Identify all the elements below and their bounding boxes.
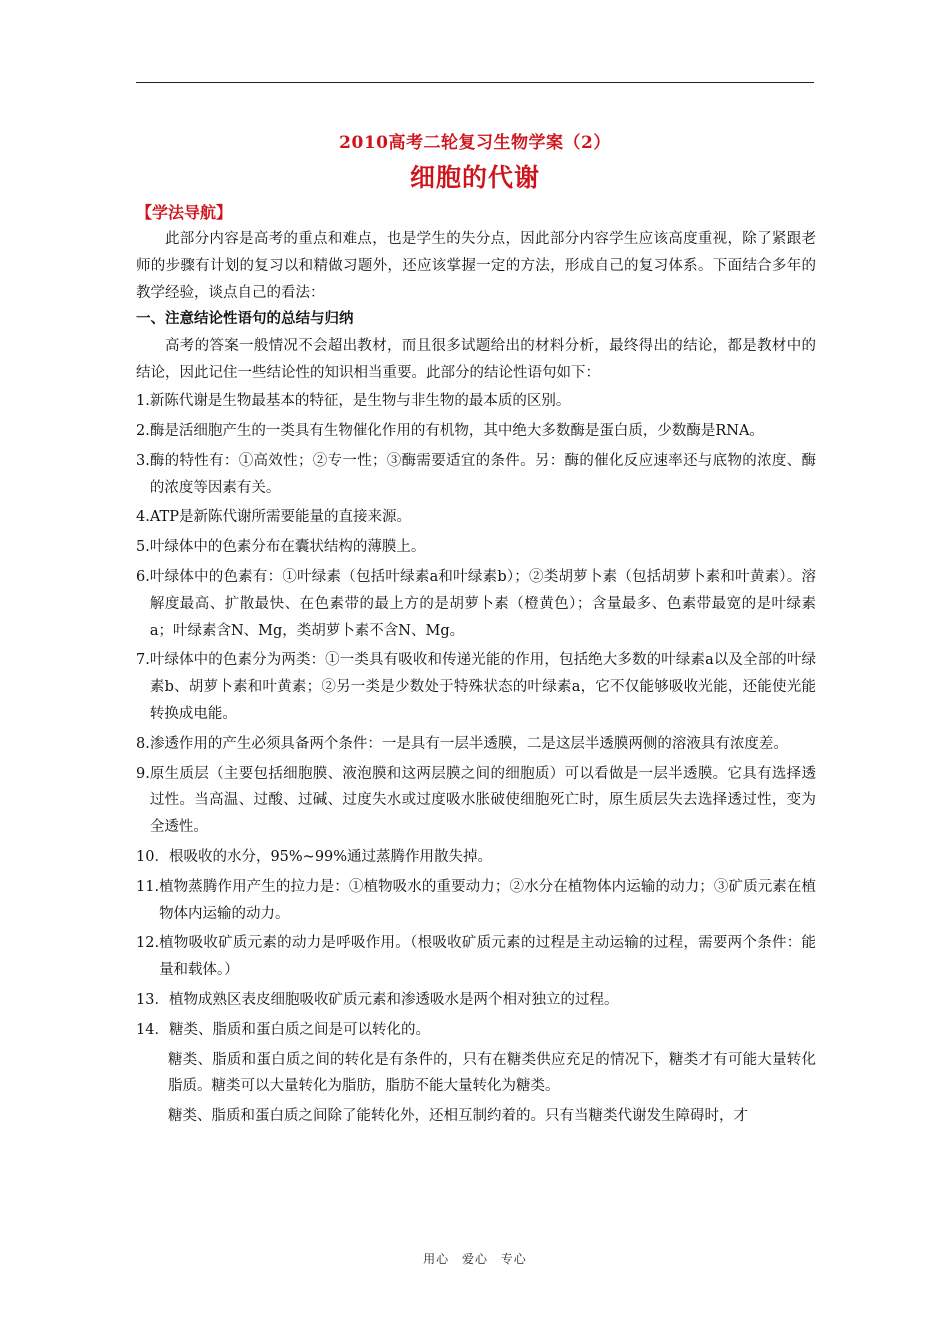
list-item <box>136 759 816 842</box>
list-item-text: 植物蒸腾作用产生的拉力是：①植物吸水的重要动力；②水分在植物体内运输的动力；③矿质元素在植物体内运输的动力。 <box>159 878 816 922</box>
list-item-number: 3. <box>136 452 150 469</box>
list-item-number: 12. <box>136 935 160 952</box>
intro-paragraph: 此部分内容是高考的重点和难点，也是学生的失分点，因此部分内容学生应该高度重视，除了紧跟老师的步骤有计划的复习以和精做习题外，还应该掌握一定的方法，形成自己的复习体系。下面结合多年的教学经验，谈点自己的看法： <box>136 231 816 301</box>
section-label: 【学法导航】 <box>136 203 233 222</box>
note-paragraph: 糖类、脂质和蛋白质之间的转化是有条件的，只有在糖类供应充足的情况下，糖类才有可能大量转化脂质。糖类可以大量转化为脂肪，脂肪不能大量转化为糖类。 <box>168 1051 816 1095</box>
list-item-number: 9. <box>136 765 150 782</box>
list-item-text: 原生质层（主要包括细胞膜、液泡膜和这两层膜之间的细胞质）可以看做是一层半透膜。它具有选择透过性。当高温、过酸、过碱、过度失水或过度吸水胀破使细胞死亡时，原生质层失去选择透过性，变为全透性。 <box>149 765 816 836</box>
list-item-text: 酶是活细胞产生的一类具有生物催化作用的有机物，其中绝大多数酶是蛋白质，少数酶是RNA。 <box>149 423 764 440</box>
list-item-text: 根吸收的水分，95%~99%通过蒸腾作用散失掉。 <box>168 849 493 866</box>
list-item <box>136 446 816 503</box>
subheading: 一、注意结论性语句的总结与归纳 <box>136 310 354 328</box>
document-body <box>136 200 816 1132</box>
list-item <box>136 986 816 1016</box>
page-title: 细胞的代谢 <box>409 163 540 192</box>
list-item-text: 酶的特性有：①高效性；②专一性；③酶需要适宜的条件。另：酶的催化反应速率还与底物的浓度、酶的浓度等因素有关。 <box>149 452 816 496</box>
list-item-number: 2. <box>136 423 150 440</box>
list-item-number: 13． <box>136 992 169 1009</box>
list-item <box>136 533 816 563</box>
list-item-text: 糖类、脂质和蛋白质之间是可以转化的。 <box>168 1021 430 1038</box>
list-item-text: 植物成熟区表皮细胞吸收矿质元素和渗透吸水是两个相对独立的过程。 <box>168 992 619 1009</box>
conclusion-list <box>136 387 816 1045</box>
list-item-text: ATP是新陈代谢所需要能量的直接来源。 <box>149 509 411 526</box>
list-item <box>136 646 816 729</box>
list-item-text: 叶绿体中的色素有：①叶绿素（包括叶绿素a和叶绿素b）；②类胡萝卜素（包括胡萝卜素和叶黄素）。溶解度最高、扩散最快、在色素带的最上方的是胡萝卜素（橙黄色）；含量最多、色素带最宽的是叶绿素a；叶绿素含N、Mg，类胡萝卜素不含N、Mg。 <box>149 569 816 639</box>
list-item-number: 5. <box>136 539 150 556</box>
list-item <box>136 387 816 417</box>
list-item-text: 叶绿体中的色素分布在囊状结构的薄膜上。 <box>149 539 426 556</box>
list-item <box>136 417 816 447</box>
list-item-text: 新陈代谢是生物最基本的特征，是生物与非生物的最本质的区别。 <box>149 393 571 410</box>
list-item <box>136 563 816 646</box>
list-item <box>136 1015 816 1045</box>
list-item-number: 7. <box>136 652 150 669</box>
list-item-number: 10． <box>136 849 169 866</box>
list-item-text: 叶绿体中的色素分为两类：①一类具有吸收和传递光能的作用，包括绝大多数的叶绿素a以及全部的叶绿素b、胡萝卜素和叶黄素；②另一类是少数处于特殊状态的叶绿素a，它不仅能够吸收光能，还能使光能转换成电能。 <box>149 652 816 723</box>
list-item <box>136 503 816 533</box>
list-item <box>136 843 816 873</box>
list-item <box>136 729 816 759</box>
list-item-number: 1. <box>136 393 150 410</box>
note-paragraph: 糖类、脂质和蛋白质之间除了能转化外，还相互制约着的。只有当糖类代谢发生障碍时，才 <box>168 1108 748 1125</box>
list-item <box>136 872 816 929</box>
list-item-text: 渗透作用的产生必须具备两个条件：一是具有一层半透膜，二是这层半透膜两侧的溶液具有浓度差。 <box>149 735 788 752</box>
list-item-number: 11. <box>136 878 160 895</box>
document-header-title: 2010高考二轮复习生物学案（2） <box>339 133 611 153</box>
list-item-number: 14． <box>136 1021 169 1038</box>
list-item-number: 8. <box>136 735 150 752</box>
list-item-text: 植物吸收矿质元素的动力是呼吸作用。（根吸收矿质元素的过程是主动运输的过程，需要两个条件：能量和载体。） <box>159 935 816 979</box>
page-footer: 用心 爱心 专心 <box>423 1252 527 1266</box>
header-rule <box>136 82 814 83</box>
list-item-number: 6. <box>136 569 150 586</box>
list-item-number: 4. <box>136 509 150 526</box>
lead-paragraph: 高考的答案一般情况不会超出教材，而且很多试题给出的材料分析，最终得出的结论，都是教材中的结论，因此记住一些结论性的知识相当重要。此部分的结论性语句如下： <box>136 338 816 381</box>
notes-list <box>136 1045 816 1131</box>
list-item <box>136 929 816 986</box>
